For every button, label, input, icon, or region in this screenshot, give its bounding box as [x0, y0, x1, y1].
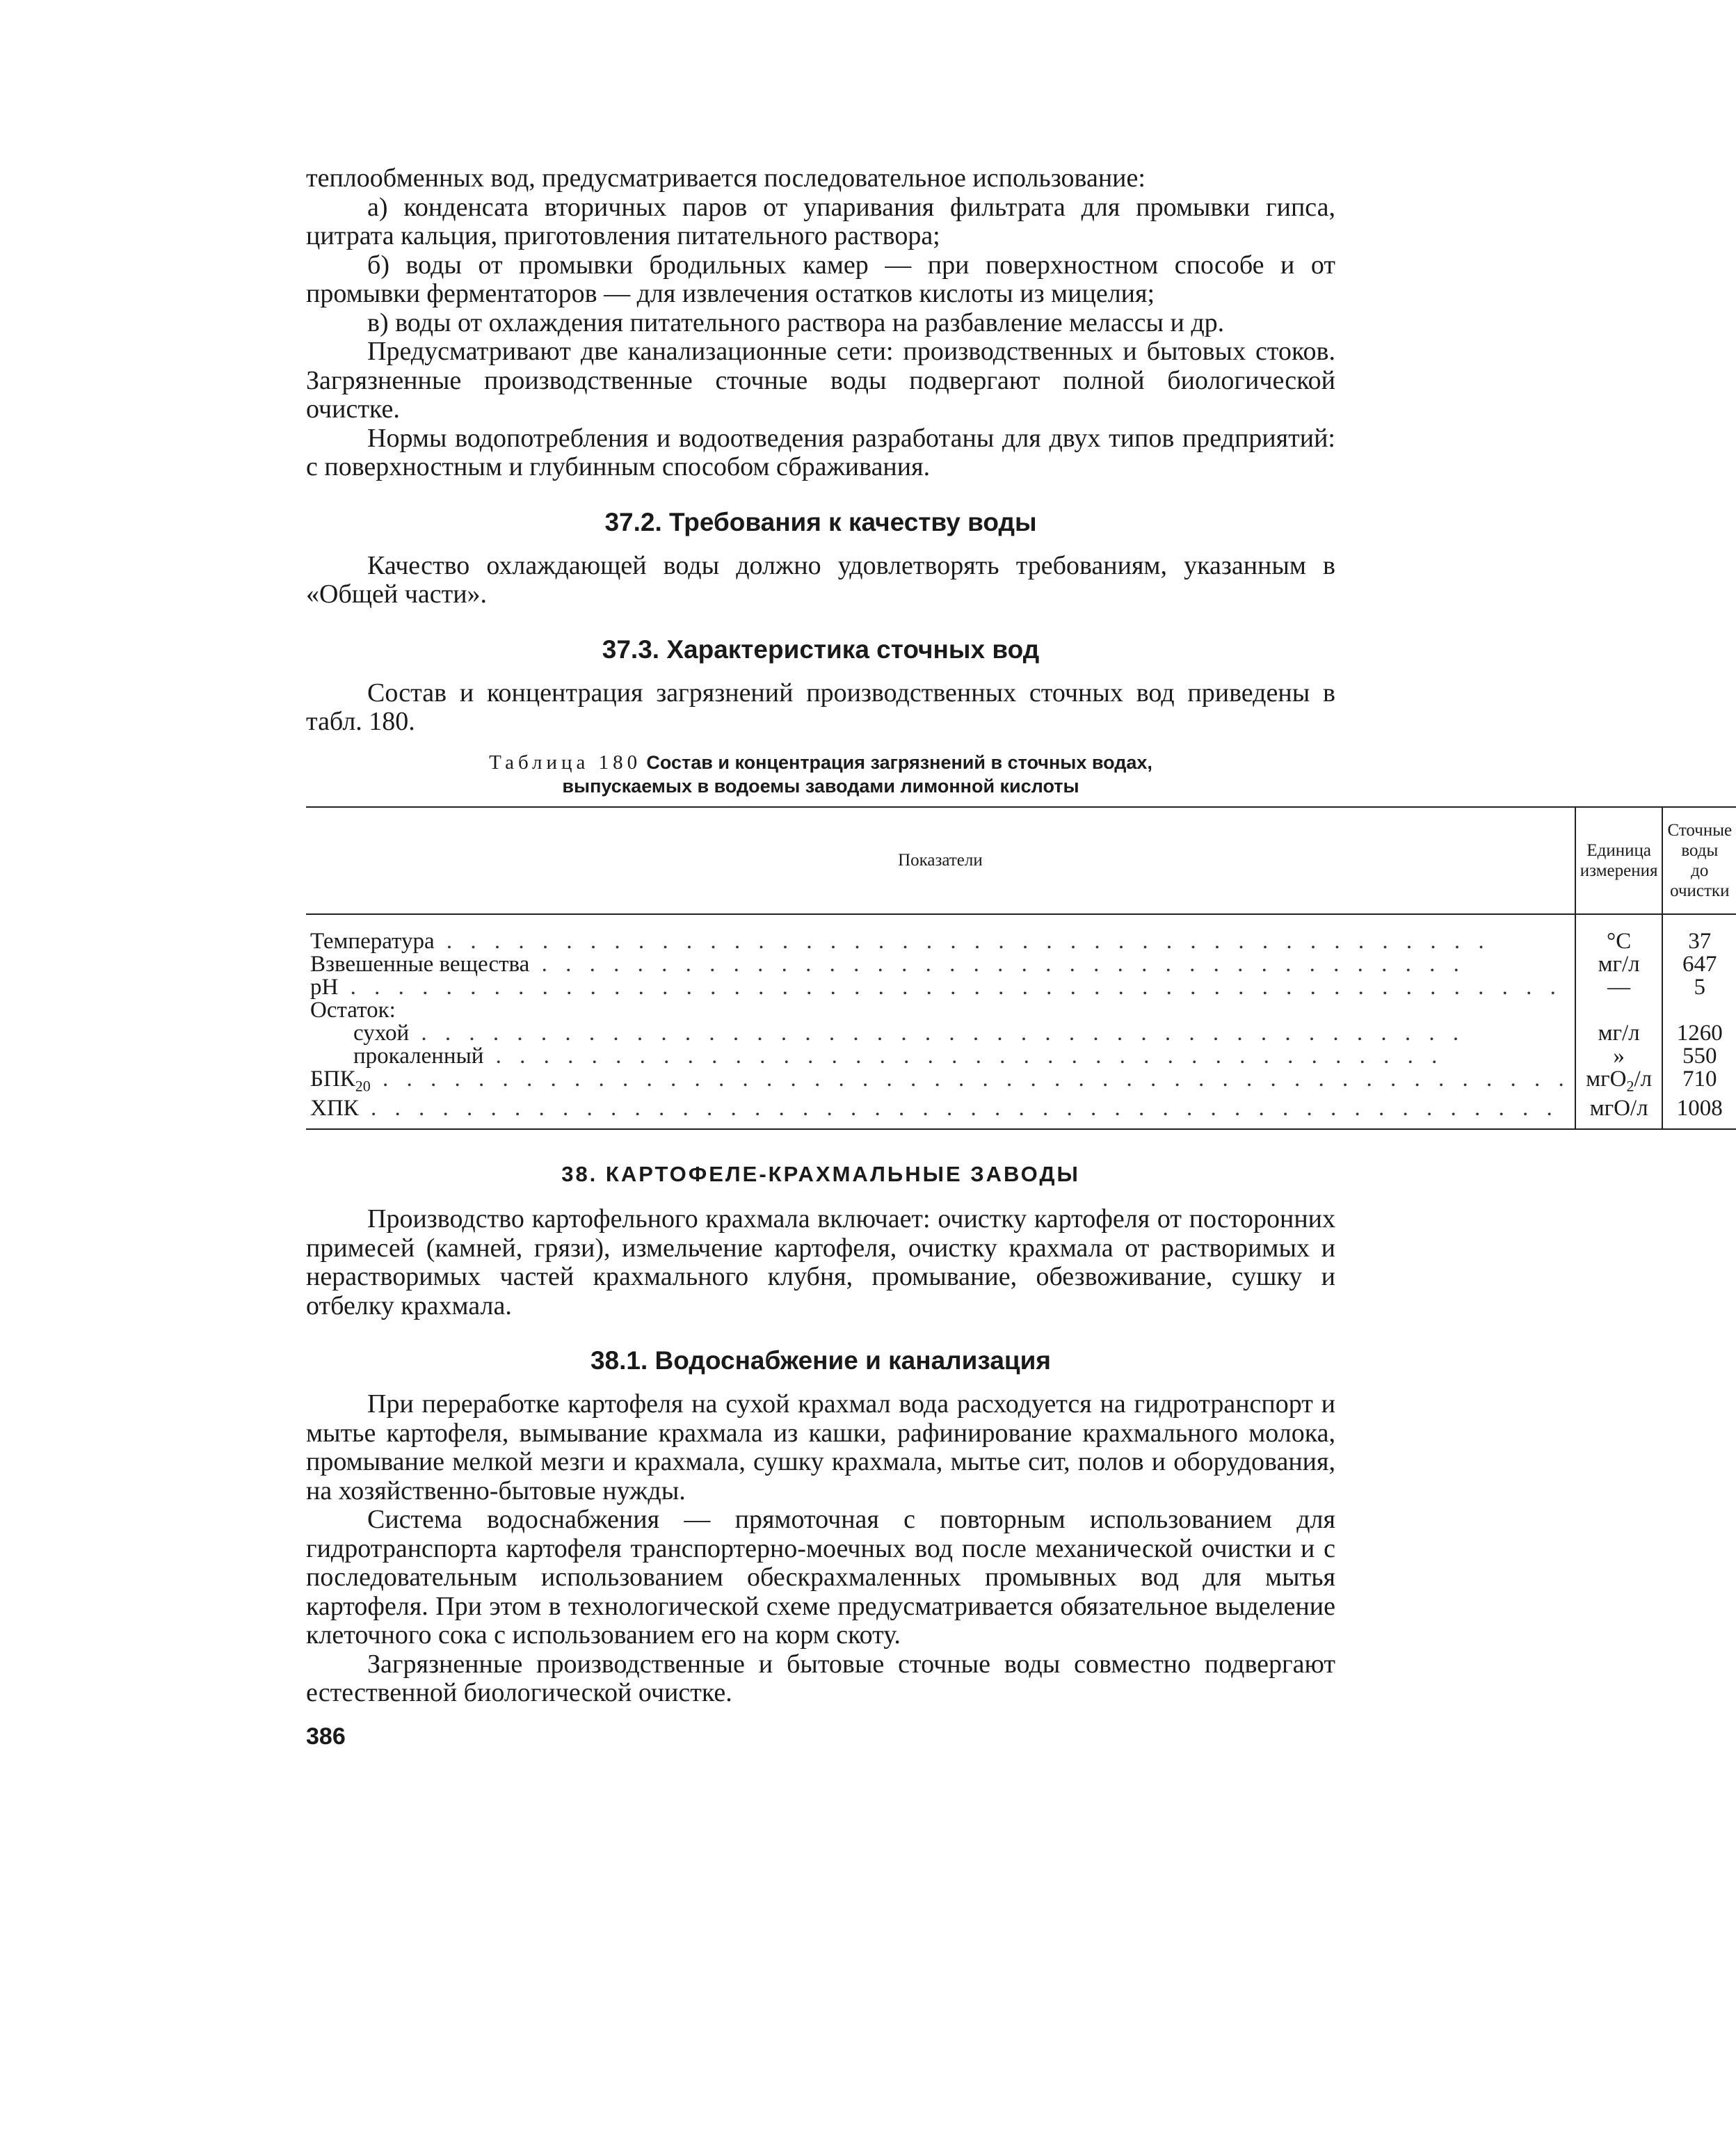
row-value: 647 [1682, 951, 1717, 977]
paragraph-wastewater: Состав и концентрация загрязнений производственных сточных вод приведены в табл. 180. [306, 678, 1335, 736]
row-name-subscript: 20 [355, 1077, 371, 1095]
header-value-line2: до очистки [1670, 861, 1730, 900]
paragraph-treatment: Загрязненные производственные и бытовые сточные воды совместно подвергают естественной биологической очистке. [306, 1649, 1335, 1708]
header-value [1662, 807, 1736, 914]
section-heading-38-1: 38.1. Водоснабжение и канализация [590, 1346, 1051, 1375]
table-row: ХПК . . . . . . . . . . . . . . . . . . . . . . . . . . . . . . . . . . . . . . . . . . . . . . . . . . мгО/л 1008 [306, 1097, 1736, 1129]
row-value: 5 [1694, 974, 1706, 1000]
table-label: Таблица 180 [489, 751, 642, 774]
paragraph-water-system: Система водоснабжения — прямоточная с повторным использованием для гидротранспорта картофеля транспортерно-моечных вод после механической очистки и с последовательным использованием обескрахмаленных промывных вод для мытья картофеля. При этом в технологической схеме предусматривается обязательное выделение клеточного сока с использованием его на корм скоту. [306, 1505, 1335, 1650]
document-page [306, 163, 1733, 1750]
header-unit-line2: измерения [1580, 861, 1658, 880]
header-unit [1575, 807, 1663, 914]
paragraph-norms: Нормы водопотребления и водоотведения разработаны для двух типов предприятий: с поверхностным и глубинным способом сбраживания. [306, 423, 1335, 481]
list-item-a: а) конденсата вторичных паров от упаривания фильтрата для промывки гипса, цитрата кальция, приготовления питательного раствора; [306, 192, 1335, 250]
header-unit-line1: Единица [1586, 840, 1651, 860]
row-name: рН [310, 974, 339, 1000]
row-unit: °С [1575, 914, 1663, 953]
row-value [1662, 999, 1736, 1022]
row-unit-text: мгО [1586, 1066, 1627, 1092]
table-row: сухой . . . . . . . . . . . . . . . . . . . . . . . . . . . . . . . . . . . . . . . . . . . . мг/л 1260 [306, 1022, 1736, 1045]
table-title-line2: выпускаемых в водоемы заводами лимонной кислоты [562, 775, 1079, 797]
row-value: 1008 [1676, 1096, 1723, 1121]
chapter-heading-38: 38. КАРТОФЕЛЕ-КРАХМАЛЬНЫЕ ЗАВОДЫ [561, 1162, 1080, 1187]
pollutants-table [306, 806, 1736, 1131]
row-unit-tail: /л [1634, 1066, 1653, 1092]
table-row: рН . . . . . . . . . . . . . . . . . . . . . . . . . . . . . . . . . . . . . . . . . . . . . . . . . . . — 5 [306, 976, 1736, 999]
header-indicator: Показатели [306, 807, 1575, 914]
paragraph-water-quality: Качество охлаждающей воды должно удовлетворять требованиям, указанным в «Общей части». [306, 550, 1335, 609]
row-name: Остаток: [310, 997, 396, 1023]
section-heading-37-2: 37.2. Требования к качеству воды [604, 507, 1037, 536]
row-value: 550 [1682, 1043, 1717, 1069]
row-value: 37 [1688, 928, 1712, 954]
row-name: сухой [353, 1020, 410, 1046]
row-unit [1575, 999, 1663, 1022]
table-row [306, 999, 1736, 1022]
table-row: $БПК_{20}$ . . . . . . . . . . . . . . . . . . . . . . . . . . . . . . . . . . . . . . . . . . . . . . . . . . мгО$_2$/л 710 [306, 1068, 1736, 1098]
list-item-c: в) воды от охлаждения питательного раствора на разбавление мелассы и др. [367, 308, 1225, 337]
row-value: 710 [1682, 1066, 1717, 1092]
row-name: Взвешенные вещества [310, 951, 530, 977]
table-title-line1: Состав и концентрация загрязнений в сточных водах, [646, 751, 1152, 773]
paragraph-starch-production: Производство картофельного крахмала включает: очистку картофеля от посторонних примесей (камней, грязи), измельчение картофеля, очистку крахмала от растворимых и нерастворимых частей крахмального клубня, промывание, обезвоживание, сушку и отбелку крахмала. [306, 1204, 1335, 1320]
row-value: 1260 [1676, 1020, 1723, 1046]
row-name: прокаленный [353, 1043, 484, 1069]
row-name: ХПК [310, 1096, 359, 1121]
table-header-row [306, 807, 1736, 914]
row-unit: мг/л [1575, 953, 1663, 976]
row-unit: » [1575, 1045, 1663, 1068]
row-name: Температура [310, 928, 435, 954]
table-row: Взвешенные вещества . . . . . . . . . . . . . . . . . . . . . . . . . . . . . . . . . . . . . . . мг/л 647 [306, 953, 1736, 976]
table-row: Температура . . . . . . . . . . . . . . . . . . . . . . . . . . . . . . . . . . . . . . . . . . . . °С 37 [306, 914, 1736, 953]
row-unit: — [1575, 976, 1663, 999]
list-item-b: б) воды от промывки бродильных камер — при поверхностном способе и от промывки ферментаторов — для извлечения остатков кислоты из мицелия; [306, 250, 1335, 308]
table-caption [306, 751, 1335, 798]
row-name: БПК [310, 1066, 355, 1092]
row-unit [1575, 1068, 1663, 1098]
row-unit-subscript: 2 [1626, 1077, 1634, 1095]
paragraph-sewerage: Предусматривают две канализационные сети: производственных и бытовых стоков. Загрязненные производственные сточные воды подвергают полной биологической очистке. [306, 337, 1335, 424]
table-row: прокаленный . . . . . . . . . . . . . . . . . . . . . . . . . . . . . . . . . . . . . . . . » 550 [306, 1045, 1736, 1068]
row-unit: мг/л [1575, 1022, 1663, 1045]
page-number: 386 [306, 1723, 346, 1750]
row-unit: мгО/л [1575, 1097, 1663, 1129]
section-heading-37-3: 37.3. Характеристика сточных вод [602, 634, 1040, 664]
paragraph-water-use: При переработке картофеля на сухой крахмал вода расходуется на гидротранспорт и мытье картофеля, вымывание крахмала из кашки, рафинирование крахмального молока, промывание мелкой мезги и крахмала, сушку крахмала, мытье сит, полов и оборудования, на хозяйственно-бытовые нужды. [306, 1389, 1335, 1506]
header-value-line1: Сточные воды [1667, 820, 1733, 860]
paragraph-continuation: теплообменных вод, предусматривается последовательное использование: [306, 163, 1146, 193]
